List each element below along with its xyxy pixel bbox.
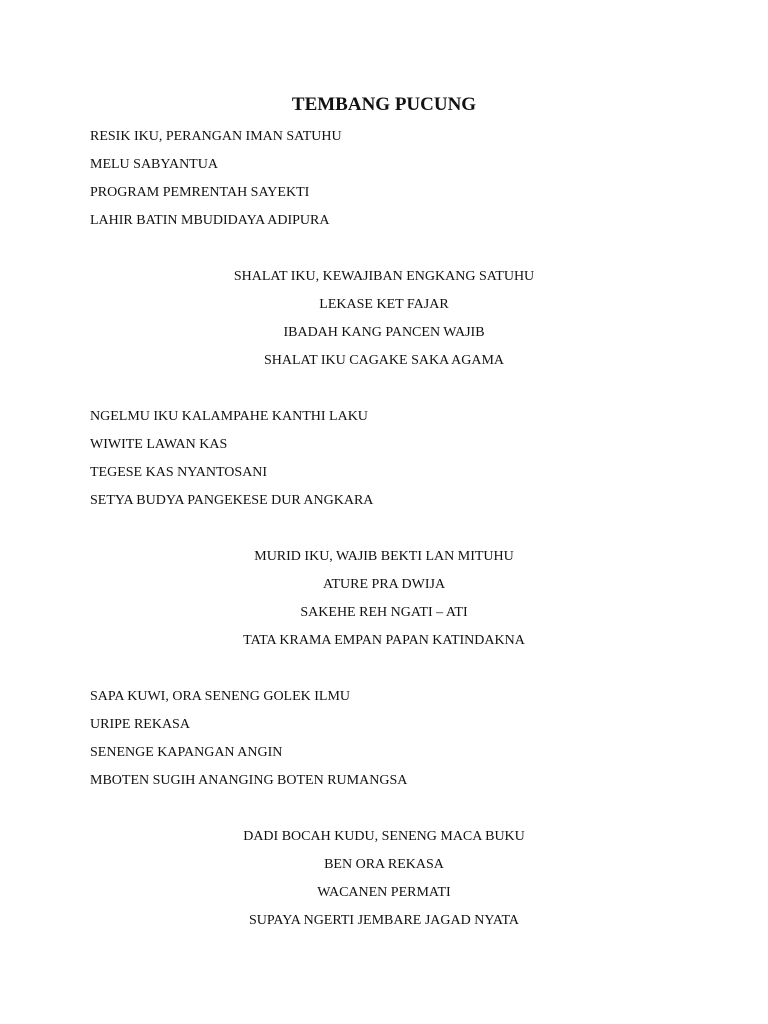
stanza-line: SUPAYA NGERTI JEMBARE JAGAD NYATA — [248, 913, 520, 928]
stanza-line: PROGRAM PEMRENTAH SAYEKTI — [90, 185, 310, 200]
stanza-line: WACANEN PERMATI — [317, 885, 451, 900]
stanza-line: MELU SABYANTUA — [90, 157, 218, 172]
stanza-line: MBOTEN SUGIH ANANGING BOTEN RUMANGSA — [90, 773, 408, 788]
stanza-5 — [90, 688, 690, 800]
document-title: TEMBANG PUCUNG — [291, 94, 477, 115]
stanza-line: SENENGE KAPANGAN ANGIN — [90, 745, 283, 760]
stanza-line: IBADAH KANG PANCEN WAJIB — [283, 325, 485, 340]
stanza-1 — [90, 128, 690, 240]
stanza-6 — [0, 828, 768, 940]
stanza-line: RESIK IKU, PERANGAN IMAN SATUHU — [90, 129, 342, 144]
stanza-line: TEGESE KAS NYANTOSANI — [90, 465, 268, 480]
stanza-line: WIWITE LAWAN KAS — [90, 437, 228, 452]
stanza-line: SHALAT IKU, KEWAJIBAN ENGKANG SATUHU — [233, 269, 535, 284]
stanza-line: ATURE PRA DWIJA — [322, 577, 446, 592]
stanza-line: LEKASE KET FAJAR — [319, 297, 449, 312]
stanza-line: TATA KRAMA EMPAN PAPAN KATINDAKNA — [243, 633, 525, 648]
stanza-line: SAPA KUWI, ORA SENENG GOLEK ILMU — [90, 689, 351, 704]
stanza-line: SAKEHE REH NGATI – ATI — [300, 605, 468, 620]
stanza-line: SETYA BUDYA PANGEKESE DUR ANGKARA — [90, 493, 374, 508]
stanza-line: BEN ORA REKASA — [324, 857, 444, 872]
stanza-line: MURID IKU, WAJIB BEKTI LAN MITUHU — [254, 549, 514, 564]
stanza-line: URIPE REKASA — [90, 717, 190, 732]
stanza-line: NGELMU IKU KALAMPAHE KANTHI LAKU — [90, 409, 368, 424]
stanza-2 — [0, 268, 768, 380]
stanza-line: DADI BOCAH KUDU, SENENG MACA BUKU — [243, 829, 525, 844]
stanza-line: LAHIR BATIN MBUDIDAYA ADIPURA — [90, 213, 330, 228]
stanza-3 — [90, 408, 690, 520]
stanza-4 — [0, 548, 768, 660]
stanza-line: SHALAT IKU CAGAKE SAKA AGAMA — [263, 353, 505, 368]
